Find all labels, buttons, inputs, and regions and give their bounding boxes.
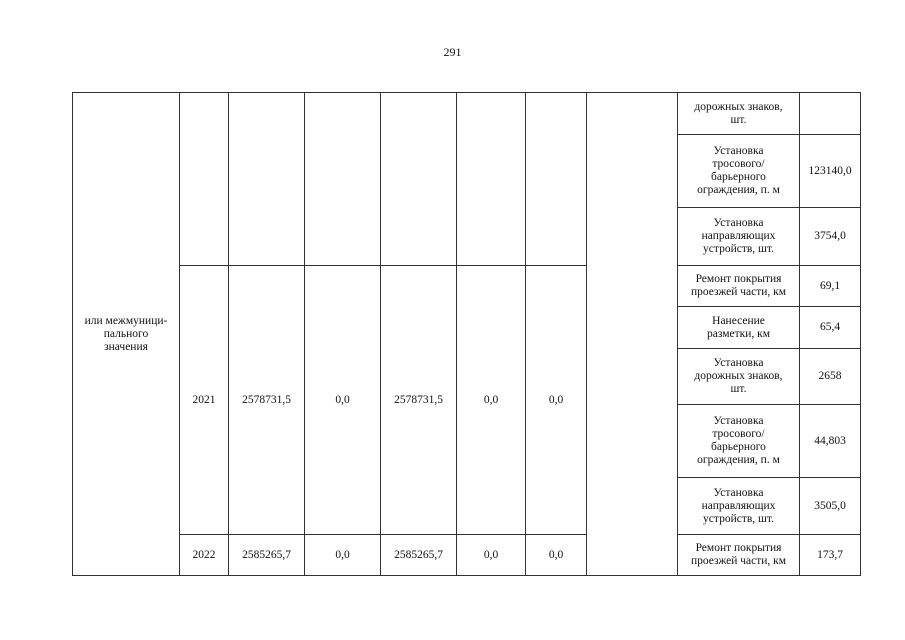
program-table bbox=[72, 92, 861, 576]
year-cell: 2022 bbox=[180, 535, 229, 576]
work-name-cell: Установка направляющих устройств, шт. bbox=[678, 208, 800, 266]
work-value-cell: 69,1 bbox=[800, 266, 861, 307]
work-value-cell: 65,4 bbox=[800, 307, 861, 349]
work-name-cell: Нанесение разметки, км bbox=[678, 307, 800, 349]
work-value-cell: 3505,0 bbox=[800, 478, 861, 535]
federal-cell: 0,0 bbox=[305, 266, 381, 535]
page-number: 291 bbox=[443, 45, 462, 59]
other-cell: 0,0 bbox=[526, 266, 587, 535]
table-row bbox=[73, 535, 861, 576]
table-row bbox=[73, 93, 861, 135]
regional-cell: 2578731,5 bbox=[381, 266, 457, 535]
table-row bbox=[73, 266, 861, 307]
work-name-cell: Установка тросового/ барьерного ограждения, п. м bbox=[678, 405, 800, 478]
work-name-cell: Установка тросового/ барьерного ограждения, п. м bbox=[678, 135, 800, 208]
work-name-cell: дорожных знаков, шт. bbox=[678, 93, 800, 135]
total-cell: 2585265,7 bbox=[229, 535, 305, 576]
federal-cell: 0,0 bbox=[305, 535, 381, 576]
work-name-cell: Ремонт покрытия проезжей части, км bbox=[678, 535, 800, 576]
work-value-cell: 3754,0 bbox=[800, 208, 861, 266]
year-cell-empty bbox=[180, 93, 229, 266]
work-value-cell: 173,7 bbox=[800, 535, 861, 576]
work-value-cell: 2658 bbox=[800, 349, 861, 405]
year-cell: 2021 bbox=[180, 266, 229, 535]
work-value-cell: 44,803 bbox=[800, 405, 861, 478]
work-value-cell bbox=[800, 93, 861, 135]
local-cell: 0,0 bbox=[457, 535, 526, 576]
total-cell: 2578731,5 bbox=[229, 266, 305, 535]
other-cell: 0,0 bbox=[526, 535, 587, 576]
work-name-cell: Установка дорожных знаков, шт. bbox=[678, 349, 800, 405]
total-cell-empty bbox=[229, 93, 305, 266]
object-name-cell: или межмуници- пального значения bbox=[73, 93, 180, 576]
work-name-cell: Ремонт покрытия проезжей части, км bbox=[678, 266, 800, 307]
regional-cell: 2585265,7 bbox=[381, 535, 457, 576]
other-cell-empty bbox=[526, 93, 587, 266]
region-cell-empty bbox=[381, 93, 457, 266]
work-value-cell: 123140,0 bbox=[800, 135, 861, 208]
work-name-cell: Установка направляющих устройств, шт. bbox=[678, 478, 800, 535]
fed-cell-empty bbox=[305, 93, 381, 266]
local-cell-empty bbox=[457, 93, 526, 266]
executor-cell-empty bbox=[587, 93, 678, 576]
local-cell: 0,0 bbox=[457, 266, 526, 535]
